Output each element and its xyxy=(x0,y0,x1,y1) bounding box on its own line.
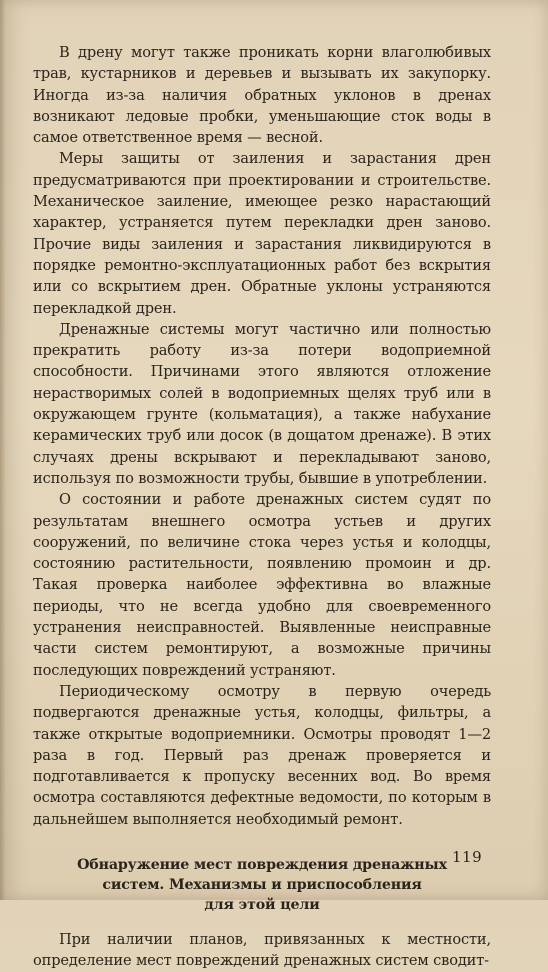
page-number: 119 xyxy=(452,848,483,866)
paragraph-5: Периодическому осмотру в первую очередь подвергаются дренажные устья, колодцы, фильтры, а также открытые водоприемники. Осмотры проводят 1—2 раза в год. Первый раз дренаж проверяется и подготавливается к пропуску весенних вод. Во время осмотра составляются дефектные ведомости, по которым в дальнейшем выполняется необходимый ремонт. xyxy=(33,682,491,828)
body-text xyxy=(33,42,491,972)
heading-line-3: для этой цели xyxy=(204,896,320,913)
heading-line-1: Обнаружение мест повреждения дренажных xyxy=(77,856,447,873)
paragraph-2: Меры защиты от заиления и зарастания дрен предусматриваются при проектировании и строительстве. Механическое заиление, имеющее резко нарастающий характер, устраняется путем перекладки дрен заново. Прочие виды заиления и зарастания ликвидируются в порядке ремонтно-эксплуатационных работ без вскрытия или со вскрытием дрен. Обратные уклоны устраняются перекладкой дрен. xyxy=(33,150,491,317)
page-crease xyxy=(0,0,6,900)
paragraph-1: В дрену могут также проникать корни влаголюбивых трав, кустарников и деревьев и вызывать их закупорку. Иногда из-за наличия обратных уклонов в дренах возникают ледовые пробки, уменьшающие сток воды в самое ответственное время — весной. xyxy=(33,44,491,147)
section-heading xyxy=(33,855,491,915)
paragraph-3: Дренажные системы могут частично или полностью прекратить работу из-за потери водоприемной способности. Причинами этого являются отложение нерастворимых солей в водоприемных щелях труб или в окружающем грунте (кольматация), а также набухание керамических труб или досок (в дощатом дренаже). В этих случаях дрены вскрывают и перекладывают заново, используя по возможности трубы, бывшие в употреблении. xyxy=(33,320,491,487)
paragraph-4: О состоянии и работе дренажных систем судят по результатам внешнего осмотра устьев и других сооружений, по величине стока через устья и колодцы, состоянию растительности, появлению промоин и др. Такая проверка наиболее эффективна во влажные периоды, что не всегда удобно для своевременного устранения неисправностей. Выявленные неисправные части систем ремонтируют, а возможные причины последующих повреждений устраняют. xyxy=(33,491,491,679)
heading-line-2: систем. Механизмы и приспособления xyxy=(102,876,422,893)
paragraph-final: При наличии планов, привязанных к местности, определение мест повреждений дренажных систем сводит- xyxy=(33,930,491,970)
